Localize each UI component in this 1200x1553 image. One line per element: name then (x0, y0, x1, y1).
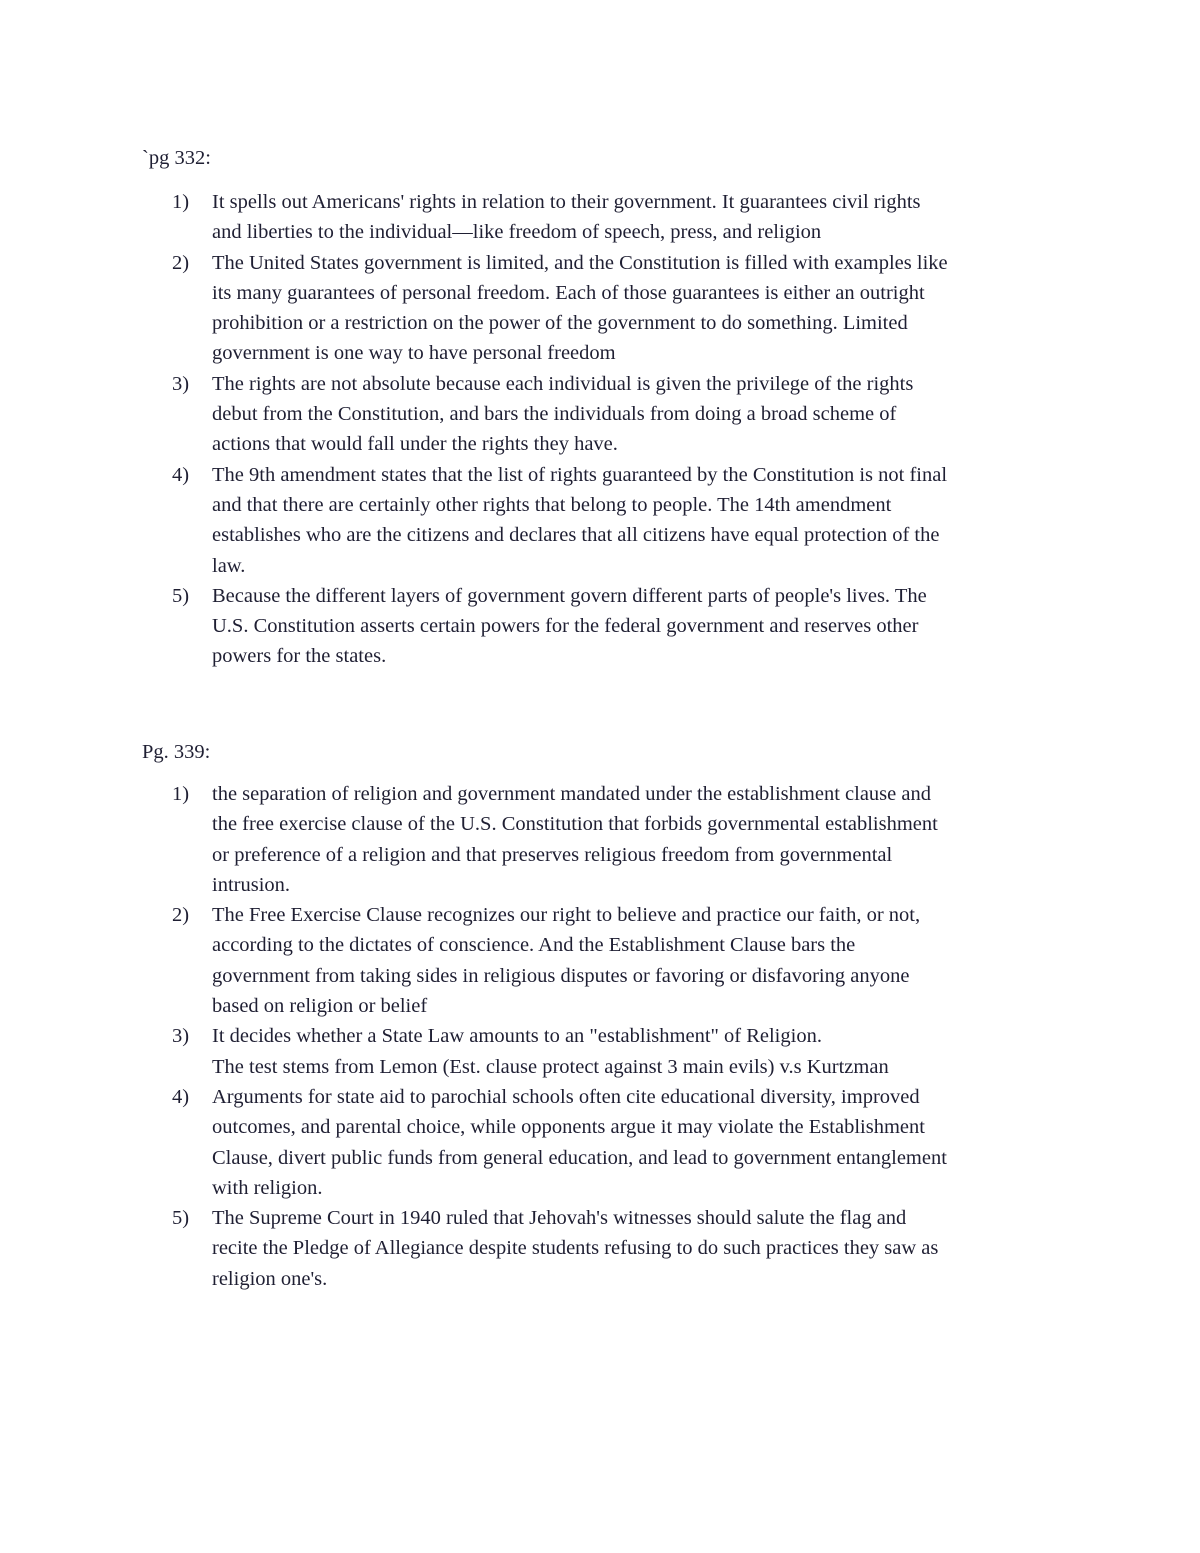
item-text-line: intrusion. (212, 873, 291, 896)
item-text-line: Clause, divert public funds from general education, and lead to government entanglement (212, 1146, 947, 1169)
list-item (172, 779, 1067, 900)
item-text-line: debut from the Constitution, and bars the individuals from doing a broad scheme of (212, 403, 897, 426)
list-item (172, 248, 1067, 369)
item-text-line: Because the different layers of government govern different parts of people's lives. The (212, 584, 927, 607)
item-text-line: U.S. Constitution asserts certain powers for the federal government and reserves other (212, 615, 919, 638)
item-text-line: actions that would fall under the rights they have. (212, 433, 618, 456)
list-item (172, 900, 1067, 1021)
item-text-line: The test stems from Lemon (Est. clause protect against 3 main evils) v.s Kurtzman (212, 1055, 889, 1078)
list-item (172, 581, 1067, 672)
section-heading-pg-339: Pg. 339: (142, 741, 211, 763)
item-number: 5) (172, 584, 190, 607)
item-text-line: The Supreme Court in 1940 ruled that Jehovah's witnesses should salute the flag and (212, 1207, 907, 1230)
item-number: 2) (172, 904, 190, 927)
answer-list-pg-339 (172, 779, 1067, 1294)
item-text-line: with religion. (212, 1176, 323, 1199)
item-text-line: or preference of a religion and that preserves religious freedom from governmental (212, 843, 893, 866)
item-number: 4) (172, 463, 190, 486)
item-number: 2) (172, 251, 190, 274)
item-text-line: prohibition or a restriction on the power of the government to do something. Limited (212, 312, 908, 335)
list-item (172, 1203, 1067, 1294)
item-text-line: and that there are certainly other rights that belong to people. The 14th amendment (212, 493, 892, 516)
item-number: 4) (172, 1085, 190, 1108)
item-text-line: The United States government is limited, and the Constitution is filled with examples like (212, 251, 948, 274)
item-number: 1) (172, 191, 190, 213)
list-item (172, 460, 1067, 581)
section-heading-pg-332: `pg 332: (142, 147, 211, 169)
item-number: 3) (172, 372, 190, 395)
item-text-line: law. (212, 554, 246, 577)
item-text-line: It decides whether a State Law amounts to an "establishment" of Religion. (212, 1025, 822, 1048)
item-text-line: The Free Exercise Clause recognizes our right to believe and practice our faith, or not, (212, 904, 921, 927)
item-text-line: The rights are not absolute because each individual is given the privilege of the rights (212, 372, 914, 395)
item-text-line: powers for the states. (212, 645, 387, 668)
answer-list-pg-332 (172, 187, 1067, 672)
item-text-line: based on religion or belief (212, 995, 428, 1018)
item-text-line: its many guarantees of personal freedom. Each of those guarantees is either an outright (212, 281, 925, 304)
item-text-line: The 9th amendment states that the list of rights guaranteed by the Constitution is not final (212, 463, 948, 486)
item-text-line: recite the Pledge of Allegiance despite students refusing to do such practices they saw as (212, 1237, 939, 1260)
item-text-line: according to the dictates of conscience. And the Establishment Clause bars the (212, 934, 856, 957)
item-text-line: Arguments for state aid to parochial schools often cite educational diversity, improved (212, 1085, 920, 1108)
list-item (172, 187, 1067, 248)
item-text-line: the free exercise clause of the U.S. Constitution that forbids governmental establishment (212, 813, 938, 836)
list-item (172, 369, 1067, 460)
item-text-line: the separation of religion and government mandated under the establishment clause and (212, 783, 931, 805)
list-item (172, 1082, 1067, 1203)
item-text-line: and liberties to the individual—like freedom of speech, press, and religion (212, 221, 822, 244)
item-text-line: outcomes, and parental choice, while opponents argue it may violate the Establishment (212, 1116, 925, 1139)
list-item (172, 1021, 1067, 1082)
item-text-line: government is one way to have personal freedom (212, 342, 616, 365)
item-text-line: It spells out Americans' rights in relation to their government. It guarantees civil rights (212, 191, 921, 213)
item-number: 5) (172, 1207, 190, 1230)
item-number: 1) (172, 783, 190, 805)
item-text-line: establishes who are the citizens and declares that all citizens have equal protection of the (212, 524, 940, 547)
item-text-line: religion one's. (212, 1267, 328, 1290)
item-number: 3) (172, 1025, 190, 1048)
item-text-line: government from taking sides in religious disputes or favoring or disfavoring anyone (212, 964, 910, 987)
